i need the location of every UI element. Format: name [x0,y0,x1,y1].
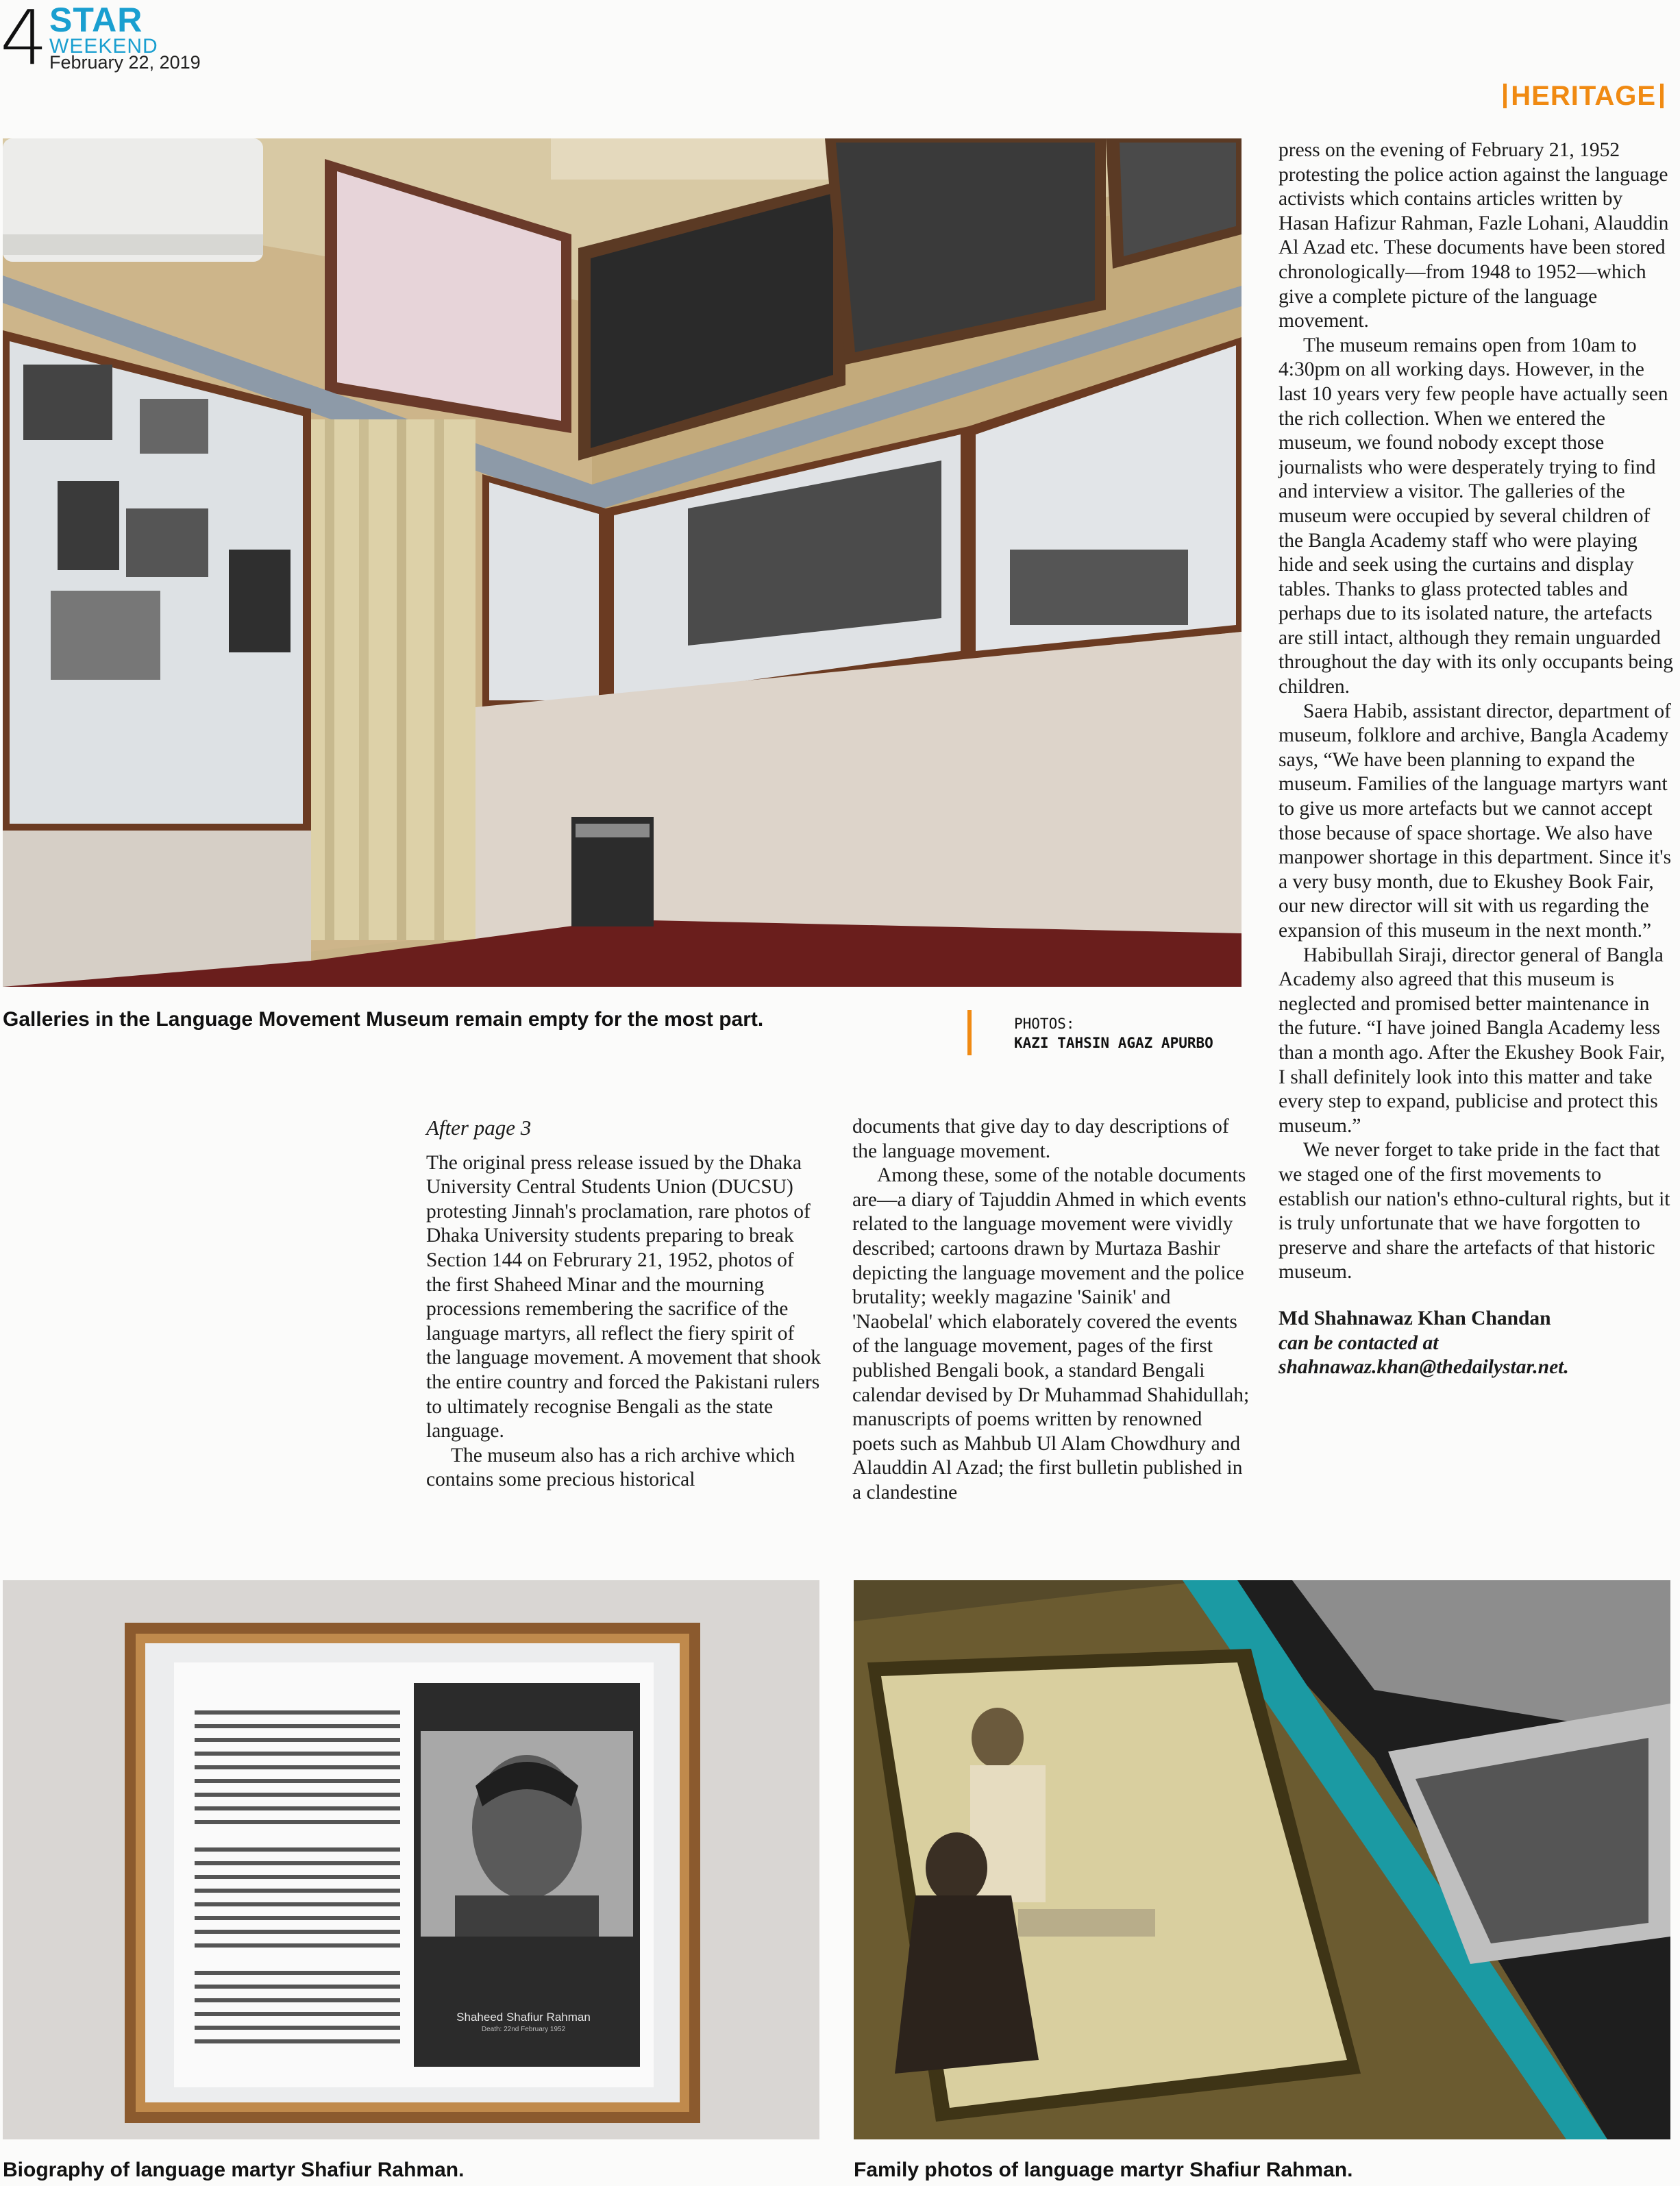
col3-paragraph: Habibullah Siraji, director general of Bangla Academy also agreed that this museum is neglected and promised better maintenance in the future. “I have joined Bangla Academy less than a month ago. After the Ekushey Book Fair, I shall definitely look into this matter and take every step to expand, publicise and protect this museum.” [1278,944,1666,1137]
brand-weekend: WEEKEND [49,35,158,58]
article-column-2 [852,1115,1250,1506]
col3-paragraph: press on the evening of February 21, 1952 protesting the police action against the language activists which contains articles written by Hasan Hafizur Rahman, Fazle Lohani, Alauddin Al Azad etc. These documents have been stored chronologically—from 1948 to 1952—which give a complete picture of the language movement. [1278,139,1669,332]
article-kicker: After page 3 [426,1116,532,1140]
col3-paragraph: The museum remains open from 10am to 4:30pm on all working days. However, in the last 10 years very few people have actually seen the rich collection. When we entered the museum, we found nobody except those journalists who were desperately trying to find and interview a visitor. The galleries of the museum were occupied by several children of the Bangla Academy staff who were playing hide and seek using the curtains and display tables. Thanks to glass protected tables and perhaps due to its isolated nature, the artefacts are still intact, although they remain unguarded throughout the day with its only occupants being children. [1278,334,1673,698]
col3-paragraph: Saera Habib, assistant director, department of museum, folklore and archive, Bangla Academy says, “We have been planning to expand the museum. Families of the language martyrs want to give us more artefacts but we cannot accept those because of space shortage. We also have manpower shortage in this department. Since it's a very busy month, due to Ekushey Book Fair, our new director will sit with us regarding the expansion of this museum in the next month.” [1278,700,1672,942]
brand-logo [49,3,158,56]
credit-bar [967,1010,972,1055]
section-bar-right [1660,84,1664,108]
photo-credit [1014,1014,1213,1053]
frame-death-note: Death: 22nd February 1952 [481,2026,566,2033]
page-number: 4 [0,0,48,82]
col2-paragraph: documents that give day to day descriptions of the language movement. [852,1116,1229,1162]
photo-credit-label: PHOTOS: [1014,1016,1075,1032]
gallery-caption: Galleries in the Language Movement Museum remain empty for the most part. [3,1008,764,1031]
col3-paragraph: We never forget to take pride in the fact that we staged one of the first movements to establish our nation's ethno-cultural rights, but it is truly unfortunate that we have forgotten to preserve and share the artefacts of that historic museum. [1278,1139,1670,1284]
col2-paragraph: Among these, some of the notable documents are—a diary of Tajuddin Ahmed in which events related to the language movement were vividly described; cartoons drawn by Murtaza Bashir depicting the language movement and the police brutality; weekly magazine 'Sainik' and 'Naobelal' which elaborately covered the events of the language movement, pages of the first published Bengali book, a standard Bengali calendar devised by Dr Muhammad Shahidullah; manuscripts of poems written by renowned poets such as Mahbub Ul Alam Chowdhury and Alauddin Al Azad; the first bulletin published in a clandestine [852,1164,1250,1503]
frame-name-english: Shaheed Shafiur Rahman [456,2011,591,2024]
byline-contact: can be contacted at [1278,1331,1439,1354]
article-column-1 [426,1116,824,1493]
gallery-photo [3,138,1242,987]
byline-email: shahnawaz.khan@thedailystar.net. [1278,1356,1569,1379]
byline-name: Md Shahnawaz Khan Chandan [1278,1307,1551,1329]
issue-date: February 22, 2019 [49,52,201,73]
photo-credit-name: KAZI TAHSIN AGAZ APURBO [1014,1035,1213,1051]
col1-paragraph: The museum also has a rich archive which contains some precious historical [426,1444,795,1491]
family-caption: Family photos of language martyr Shafiur Rahman. [854,2159,1353,2181]
section-label: HERITAGE [1511,81,1656,111]
article-column-3 [1278,138,1676,1380]
biography-caption: Biography of language martyr Shafiur Rahman. [3,2159,465,2181]
family-photo [854,1580,1670,2139]
section-tag [1499,81,1668,112]
col1-paragraph: The original press release issued by the Dhaka University Central Students Union (DUCSU) protesting Jinnah's proclamation, rare photos of Dhaka University students preparing to break Section 144 on Februrary 21, 1952, photos of the first Shaheed Minar and the mourning processions remembering the sacrifice of the language martyrs, all reflect the fiery spirit of the language movement. A movement that shook the entire country and forced the Pakistani rulers to ultimately recognise Bengali as the state language. [426,1151,821,1442]
brand-star: STAR [49,1,143,39]
biography-photo [3,1580,819,2139]
section-bar-left [1503,84,1507,108]
